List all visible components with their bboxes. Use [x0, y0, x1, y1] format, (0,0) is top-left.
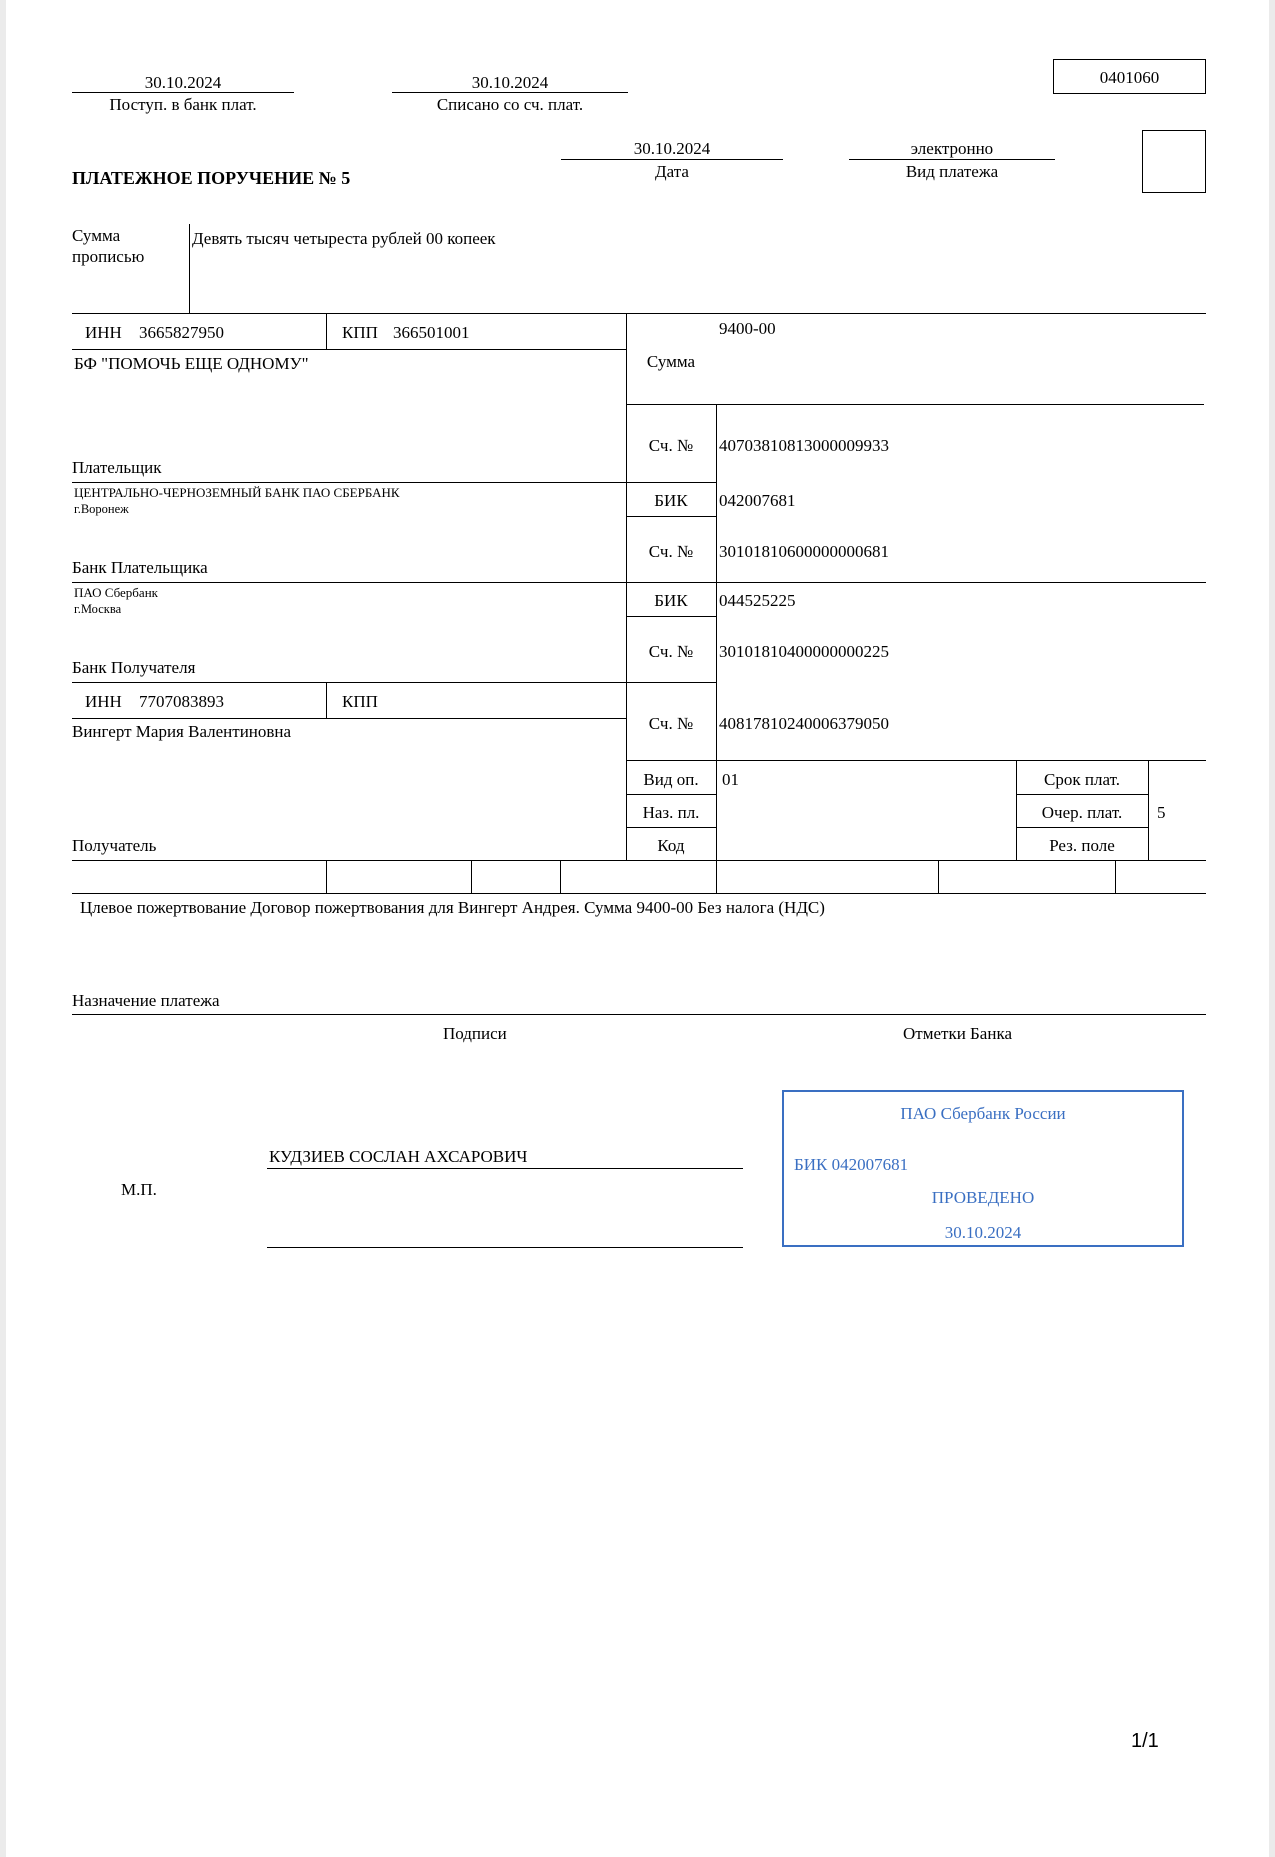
page-number: 1/1 — [1131, 1730, 1159, 1752]
divider — [72, 92, 294, 93]
divider — [1115, 860, 1116, 893]
payment-type: электронно — [910, 139, 994, 158]
purpose-text: Цлевое пожертвование Договор пожертвования для Вингерт Андрея. Сумма 9400-00 Без налога (НДС) — [80, 898, 825, 917]
kod-label: Код — [657, 836, 685, 855]
naz-pl-label: Наз. пл. — [642, 803, 700, 822]
srok-label: Срок плат. — [1044, 770, 1120, 789]
debited-label: Списано со сч. плат. — [436, 95, 584, 114]
payee-inn-label: ИНН — [85, 692, 122, 711]
payer-account-label: Сч. № — [648, 436, 694, 455]
divider — [72, 349, 626, 350]
payer-label: Плательщик — [72, 458, 162, 477]
amount-value: 9400-00 — [719, 319, 776, 338]
divider — [626, 794, 716, 795]
stamp-bank-name: ПАО Сбербанк России — [900, 1104, 1066, 1123]
divider — [626, 404, 1204, 405]
empty-box — [1142, 130, 1206, 193]
divider — [560, 860, 561, 893]
payer-bank-bik-label: БИК — [654, 491, 688, 510]
payee-account: 40817810240006379050 — [719, 714, 889, 733]
payer-bank-name: ЦЕНТРАЛЬНО-ЧЕРНОЗЕМНЫЙ БАНК ПАО СБЕРБАНК — [74, 485, 400, 500]
vid-op-label: Вид оп. — [643, 770, 699, 789]
form-code: 0401060 — [1099, 68, 1160, 87]
bank-marks-label: Отметки Банка — [903, 1024, 1012, 1043]
divider — [72, 893, 1206, 894]
divider — [561, 159, 783, 160]
divider — [849, 159, 1055, 160]
divider — [392, 92, 628, 93]
payee-label: Получатель — [72, 836, 157, 855]
divider — [716, 860, 717, 893]
divider — [626, 516, 716, 517]
payer-bank-corr: 30101810600000000681 — [719, 542, 889, 561]
payer-inn: 3665827950 — [139, 323, 224, 342]
debited-date: 30.10.2024 — [471, 73, 549, 92]
payee-inn: 7707083893 — [139, 692, 224, 711]
payer-name: БФ "ПОМОЧЬ ЕЩЕ ОДНОМУ" — [74, 354, 309, 373]
order-date: 30.10.2024 — [633, 139, 711, 158]
amount-label: Сумма — [646, 352, 696, 371]
stamp-status: ПРОВЕДЕНО — [931, 1188, 1035, 1207]
divider — [72, 682, 716, 683]
payee-bank-city: г.Москва — [74, 602, 122, 616]
order-date-label: Дата — [655, 162, 689, 181]
divider — [72, 313, 1206, 314]
payer-bank-label: Банк Плательщика — [72, 558, 208, 577]
rez-label: Рез. поле — [1049, 836, 1115, 855]
payer-bank-city: г.Воронеж — [74, 502, 129, 516]
signer-name: КУДЗИЕВ СОСЛАН АХСАРОВИЧ — [269, 1147, 528, 1166]
divider — [1016, 794, 1148, 795]
stamp-date: 30.10.2024 — [944, 1223, 1022, 1242]
divider — [72, 718, 626, 719]
payer-bank-bik: 042007681 — [719, 491, 796, 510]
signature-line — [267, 1168, 743, 1169]
divider — [1016, 827, 1148, 828]
divider — [72, 860, 1206, 861]
vid-op: 01 — [722, 770, 739, 789]
stamp-bik: БИК 042007681 — [794, 1155, 909, 1174]
payment-order-page — [6, 0, 1269, 1857]
payee-bank-name: ПАО Сбербанк — [74, 585, 158, 600]
divider — [626, 760, 1206, 761]
divider — [626, 827, 716, 828]
payee-bank-bik: 044525225 — [719, 591, 796, 610]
payee-name: Вингерт Мария Валентиновна — [72, 722, 292, 741]
payer-inn-label: ИНН — [85, 323, 122, 342]
ocher-label: Очер. плат. — [1041, 803, 1123, 822]
divider — [626, 616, 716, 617]
page-title: ПЛАТЕЖНОЕ ПОРУЧЕНИЕ № 5 — [72, 168, 351, 188]
payer-kpp-label: КПП — [342, 323, 378, 342]
signatures-label: Подписи — [443, 1024, 507, 1043]
payee-kpp-label: КПП — [342, 692, 378, 711]
amount-words-label-2: прописью — [72, 247, 145, 266]
payee-account-label: Сч. № — [648, 714, 694, 733]
received-label: Поступ. в банк плат. — [109, 95, 257, 114]
divider — [72, 482, 716, 483]
payer-account: 40703810813000009933 — [719, 436, 889, 455]
divider — [72, 582, 1206, 583]
purpose-label: Назначение платежа — [72, 991, 220, 1010]
divider — [72, 1014, 1206, 1015]
divider — [189, 224, 190, 313]
divider — [326, 682, 327, 718]
amount-words-label: Сумма — [72, 226, 121, 245]
signature-line — [267, 1247, 743, 1248]
divider — [938, 860, 939, 893]
payee-bank-corr: 30101810400000000225 — [719, 642, 889, 661]
amount-words: Девять тысяч четыреста рублей 00 копеек — [192, 229, 496, 248]
payee-bank-label: Банк Получателя — [72, 658, 196, 677]
payee-bank-bik-label: БИК — [654, 591, 688, 610]
payer-kpp: 366501001 — [393, 323, 470, 342]
divider — [471, 860, 472, 893]
received-date: 30.10.2024 — [144, 73, 222, 92]
divider — [716, 405, 717, 860]
divider — [326, 860, 327, 893]
payee-bank-corr-label: Сч. № — [648, 642, 694, 661]
payment-type-label: Вид платежа — [905, 162, 999, 181]
ocher-value: 5 — [1157, 803, 1166, 822]
mp-label: М.П. — [121, 1180, 157, 1199]
divider — [326, 313, 327, 349]
divider — [1148, 760, 1149, 860]
payer-bank-corr-label: Сч. № — [648, 542, 694, 561]
